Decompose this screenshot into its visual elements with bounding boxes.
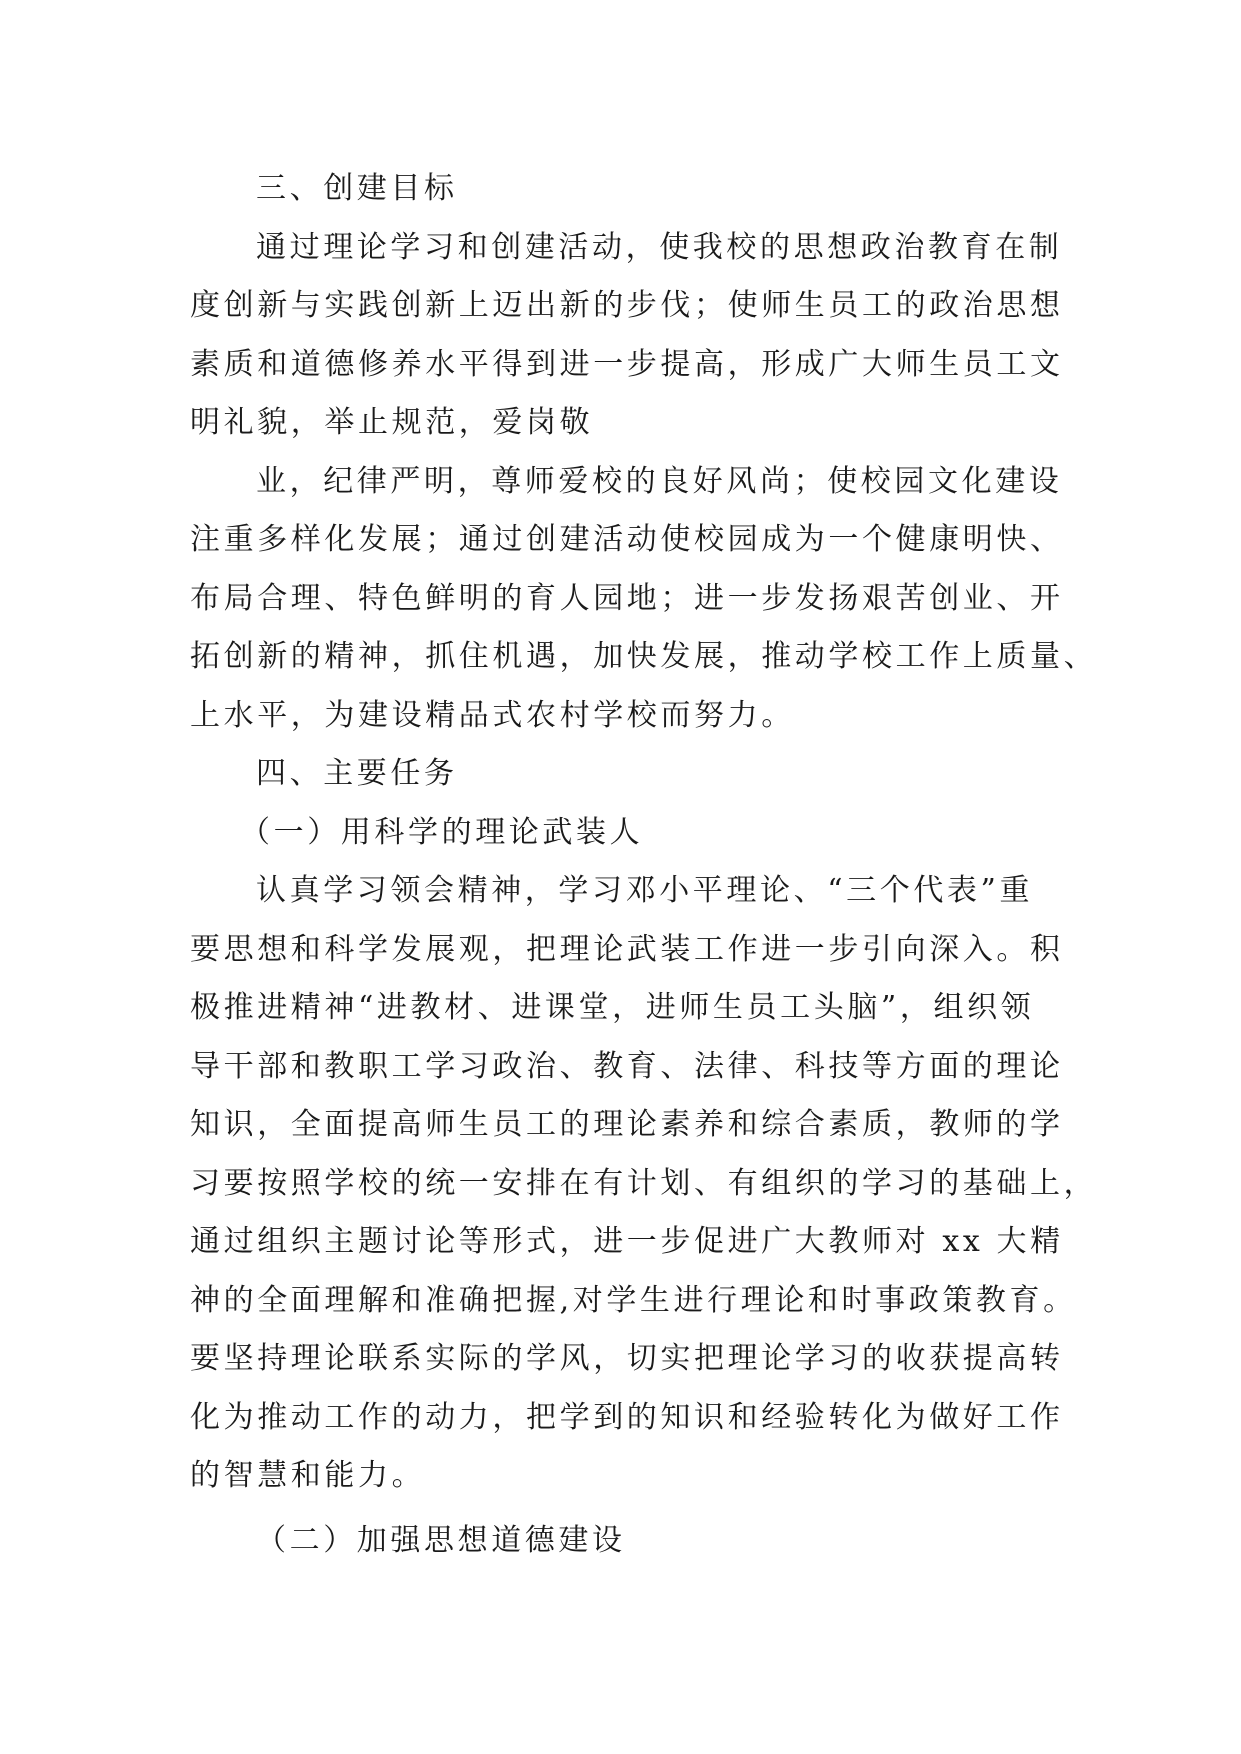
- paragraph-line: 要思想和科学发展观，把理论武装工作进一步引向深入。积: [190, 931, 1064, 967]
- paragraph-line: 要坚持理论联系实际的学风，切实把理论学习的收获提高转: [190, 1341, 1064, 1376]
- subsection-heading-theory: （一）用科学的理论武装人: [240, 814, 644, 850]
- paragraph-line: 习要按照学校的统一安排在有计划、有组织的学习的基础上，: [190, 1165, 1098, 1201]
- paragraph-line: 上水平，为建设精品式农村学校而努力。: [190, 697, 795, 733]
- paragraph-line: 布局合理、特色鲜明的育人园地；进一步发扬艰苦创业、开: [190, 580, 1064, 616]
- paragraph-line: 极推进精神“进教材、进课堂，进师生员工头脑”，组织领: [190, 990, 1035, 1025]
- paragraph-line: 注重多样化发展；通过创建活动使校园成为一个健康明快、: [190, 522, 1064, 557]
- paragraph-line: 知识，全面提高师生员工的理论素养和综合素质，教师的学: [190, 1107, 1064, 1142]
- paragraph-line: 导干部和教职工学习政治、教育、法律、科技等方面的理论: [190, 1048, 1064, 1084]
- paragraph-line: 的智慧和能力。: [190, 1458, 426, 1493]
- paragraph-line: 化为推动工作的动力，把学到的知识和经验转化为做好工作: [190, 1399, 1064, 1435]
- paragraph-line: 拓创新的精神，抓住机遇，加快发展，推动学校工作上质量、: [190, 639, 1098, 674]
- subsection-heading-morality: （二）加强思想道德建设: [256, 1522, 626, 1558]
- paragraph-line: 神的全面理解和准确把握,对学生进行理论和时事政策教育。: [190, 1282, 1077, 1318]
- paragraph-line: 认真学习领会精神，学习邓小平理论、“三个代表”重: [256, 873, 1034, 908]
- paragraph-line: 通过组织主题讨论等形式，进一步促进广大教师对 xx 大精: [190, 1224, 1064, 1259]
- paragraph-line: 度创新与实践创新上迈出新的步伐；使师生员工的政治思想: [190, 288, 1064, 323]
- section-heading-goals: 三、创建目标: [256, 171, 458, 206]
- paragraph-line: 明礼貌，举止规范，爱岗敬: [190, 405, 594, 440]
- paragraph-line: 业，纪律严明，尊师爱校的良好风尚；使校园文化建设: [256, 463, 1063, 499]
- section-heading-tasks: 四、主要任务: [256, 756, 458, 791]
- document-body: [190, 160, 1098, 1570]
- paragraph-line: 素质和道德修养水平得到进一步提高，形成广大师生员工文: [190, 346, 1064, 382]
- paragraph-line: 通过理论学习和创建活动，使我校的思想政治教育在制: [256, 229, 1063, 265]
